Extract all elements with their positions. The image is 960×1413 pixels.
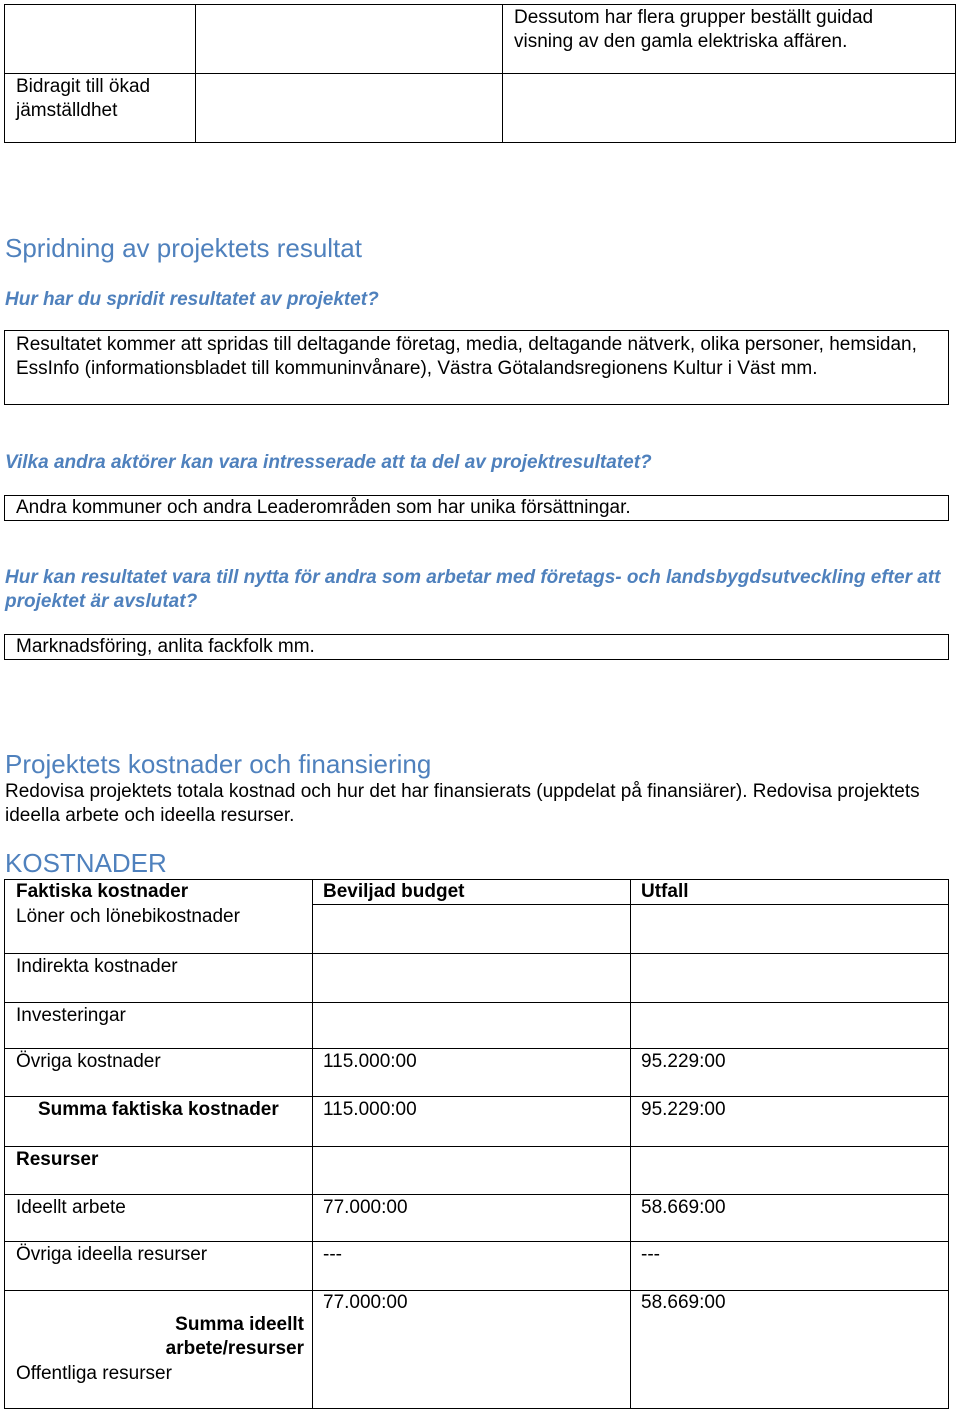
costs-header-row [5, 880, 949, 905]
table-row [5, 1147, 949, 1195]
answer-1-box [4, 330, 949, 405]
table-row [5, 905, 949, 954]
table-row [5, 1195, 949, 1242]
table-row [5, 1097, 949, 1147]
table-row [5, 1242, 949, 1291]
table-row [5, 1003, 949, 1049]
answer-2: Andra kommuner och andra Leaderområden som har unika försättningar. [16, 497, 631, 518]
value-utfall-summa: 95.229:00 [641, 1099, 726, 1120]
row-label-ideellt: Ideellt arbete [16, 1197, 126, 1218]
top-table-cell-5 [195, 73, 503, 143]
table-row [5, 954, 949, 1003]
row-label-summa: Summa faktiska kostnader [38, 1099, 279, 1120]
value-utfall-ovriga-ideella: --- [641, 1244, 660, 1265]
top-table-row-label-cell [4, 73, 196, 143]
costs-table [4, 879, 949, 1409]
top-table-cell-text: Dessutom har flera grupper beställt guidad visning av den gamla elektriska affären. [514, 7, 874, 52]
answer-1: Resultatet kommer att spridas till deltagande företag, media, deltagande nätverk, olika personer, hemsidan, EssInfo (informationsbladet till kommuninvånare), Västra Götalandsregionens Kultur i Väst mm. [16, 334, 917, 379]
value-budget-ovriga-ideella: --- [323, 1244, 342, 1265]
column-header-faktiska: Faktiska kostnader [16, 881, 189, 902]
row-label: Bidragit till ökad jämställdhet [16, 76, 151, 121]
answer-3-box [4, 634, 949, 660]
value-utfall-summa-ideellt: 58.669:00 [641, 1292, 726, 1313]
answer-2-box [4, 495, 949, 521]
row-label-resurser: Resurser [16, 1149, 99, 1170]
top-table-cell-2 [195, 4, 503, 74]
answer-3: Marknadsföring, anlita fackfolk mm. [16, 636, 315, 657]
column-header-utfall: Utfall [641, 881, 689, 902]
value-budget-summa: 115.000:00 [323, 1099, 417, 1120]
column-header-budget: Beviljad budget [323, 881, 465, 902]
value-budget-ovriga: 115.000:00 [323, 1051, 417, 1072]
value-utfall-ideellt: 58.669:00 [641, 1197, 726, 1218]
row-label-ovriga: Övriga kostnader [16, 1051, 161, 1072]
value-budget-ideellt: 77.000:00 [323, 1197, 408, 1218]
table-row [5, 1049, 949, 1097]
row-label-investeringar: Investeringar [16, 1005, 126, 1026]
costs-subheading: KOSTNADER [5, 848, 167, 878]
top-table-cell-1 [4, 4, 196, 74]
top-table-cell-3 [502, 4, 956, 74]
costs-heading: Projektets kostnader och finansiering [5, 749, 432, 779]
row-label-ovriga-ideella: Övriga ideella resurser [16, 1244, 208, 1265]
row-label-indirekta: Indirekta kostnader [16, 956, 178, 977]
row-label-offentliga: Offentliga resurser [16, 1363, 172, 1384]
top-table-cell-6 [502, 73, 956, 143]
value-utfall-ovriga: 95.229:00 [641, 1051, 726, 1072]
question-1: Hur har du spridit resultatet av projektet? [5, 289, 379, 310]
value-budget-summa-ideellt: 77.000:00 [323, 1292, 408, 1313]
costs-intro: Redovisa projektets totala kostnad och hur det har finansierats (uppdelat på finansiärer). Redovisa projektets ideella arbete och ideella resurser. [5, 781, 920, 826]
row-label-summa-ideellt: Summa ideellt arbete/resurser [165, 1314, 304, 1359]
question-2: Vilka andra aktörer kan vara intresserade att ta del av projektresultatet? [5, 452, 652, 473]
question-3: Hur kan resultatet vara till nytta för andra som arbetar med företags- och landsbygdsutveckling efter att projektet är avslutat? [5, 567, 941, 612]
table-row [5, 1291, 949, 1409]
spread-heading: Spridning av projektets resultat [5, 233, 362, 263]
row-label-loner: Löner och lönebikostnader [16, 905, 240, 927]
